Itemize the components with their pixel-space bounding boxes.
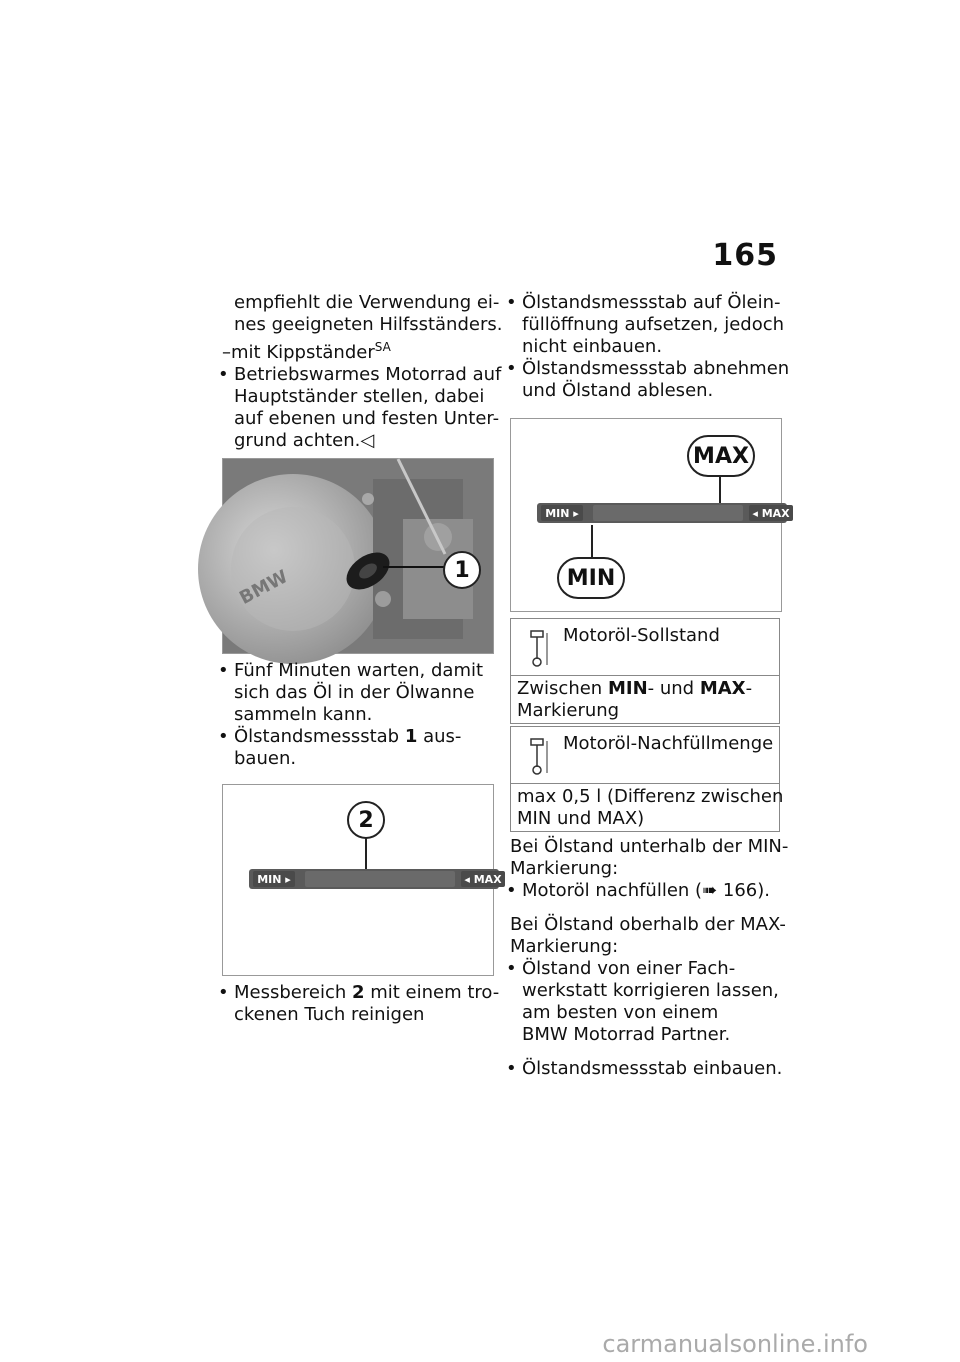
spec-1-line-2: Markierung (517, 700, 620, 721)
spec-1-title: Motoröl-Sollstand (563, 625, 720, 646)
dipstick-bar-2 (537, 503, 790, 523)
dash-item-text: mit Kippständer (231, 342, 375, 363)
sa-superscript: SA (374, 340, 391, 354)
step-9 (510, 1058, 783, 1080)
oil-dipstick-icon-2 (525, 733, 551, 777)
step-8 (510, 958, 780, 980)
spec-2-head (511, 727, 779, 784)
intro-line-1: empfiehlt die Verwendung ei- (234, 292, 500, 313)
step-7-post: 166). (717, 880, 770, 901)
callout-2: 2 (347, 801, 385, 839)
step-1-line-4-wrap (222, 430, 492, 452)
left-column (222, 292, 503, 452)
dipstick-bar (249, 869, 502, 889)
end-mark-icon: ◁ (360, 430, 375, 451)
step-4 (222, 982, 500, 1004)
callout-2-line (365, 837, 367, 871)
measuring-range-2 (593, 505, 743, 521)
step-5-line-1: Ölstandsmessstab auf Ölein- (522, 292, 781, 313)
reference-arrow-icon: ➠ (702, 880, 718, 901)
step-3-num: 1 (404, 726, 418, 747)
step-3-pre: Ölstandsmessstab (234, 726, 405, 747)
min-marking-2: MIN ▸ (541, 505, 583, 521)
left-column-bottom (222, 982, 500, 1026)
step-1-line-1: Betriebswarmes Motorrad auf (234, 364, 502, 385)
intro-line-2: nes geeigneten Hilfsständers. (234, 314, 503, 335)
max-label-line (719, 475, 721, 505)
engine-photo (222, 458, 494, 654)
step-1-line-4: grund achten. (234, 430, 361, 451)
measuring-range (305, 871, 455, 887)
min-label-line (591, 525, 593, 557)
min-marking: MIN ▸ (253, 871, 295, 887)
step-2-line-1: Fünf Minuten warten, damit (234, 660, 484, 681)
step-2-line-3: sammeln kann. (234, 704, 373, 725)
step-1-line-3: auf ebenen und festen Unter- (234, 408, 500, 429)
step-4-line-2: ckenen Tuch reinigen (234, 1004, 425, 1025)
step-8-line-2: werkstatt korrigieren lassen, (522, 980, 779, 1001)
left-column-mid (222, 660, 492, 770)
step-4-pre: Messbereich (234, 982, 352, 1003)
step-2-line-2: sich das Öl in der Ölwanne (234, 682, 475, 703)
step-8-line-3: am besten von einem (522, 1002, 719, 1023)
page-number: 165 (712, 238, 778, 273)
dipstick-figure-3 (510, 418, 790, 612)
step-6-line-1: Ölstandsmessstab abnehmen (522, 358, 790, 379)
step-3-post: aus- (417, 726, 462, 747)
callout-1: 1 (443, 551, 481, 589)
step-6 (510, 358, 790, 380)
step-5-line-3: nicht einbauen. (522, 336, 663, 357)
bmw-logo: BMW (236, 566, 292, 609)
spec-1-body (511, 676, 779, 724)
step-8-line-1: Ölstand von einer Fach- (522, 958, 736, 979)
spec-1-post: - (745, 678, 753, 699)
dash-item: –mit Kippständer$^{SA}$ (222, 340, 391, 363)
oil-dipstick-icon (525, 625, 551, 669)
step-1 (222, 364, 502, 386)
step-1-line-2: Hauptständer stellen, dabei (234, 386, 485, 407)
below-min-line-1: Bei Ölstand unterhalb der MIN- (510, 836, 789, 857)
step-9-text: Ölstandsmessstab einbauen. (522, 1058, 783, 1079)
step-3 (222, 726, 492, 748)
spec-2-line-2: MIN und MAX) (517, 808, 645, 829)
max-marking: ◂ MAX (461, 871, 505, 887)
step-8-line-4: BMW Motorrad Partner. (522, 1024, 731, 1045)
spec-2-title: Motoröl-Nachfüllmenge (563, 733, 774, 754)
spec-oil-refill (510, 726, 784, 832)
step-4-post: mit einem tro- (364, 982, 500, 1003)
max-marking-2: ◂ MAX (749, 505, 793, 521)
step-5 (510, 292, 780, 314)
dipstick-figure-2 (222, 784, 502, 976)
below-min-line-2: Markierung: (510, 858, 619, 879)
step-4-num: 2 (351, 982, 365, 1003)
step-7-pre: Motoröl nachfüllen ( (522, 880, 703, 901)
min-label: MIN (557, 557, 625, 599)
step-3-line-2: bauen. (234, 748, 297, 769)
spec-2-line-1: max 0,5 l (Differenz zwischen (517, 786, 784, 807)
step-2 (222, 660, 492, 682)
spec-1-pre: Zwischen (517, 678, 608, 699)
step-5-line-2: füllöffnung aufsetzen, jedoch (522, 314, 785, 335)
right-column-bottom (510, 836, 789, 1080)
spec-1-max: MAX (699, 678, 746, 699)
max-label: MAX (687, 435, 755, 477)
spec-1-mid: - und (647, 678, 700, 699)
above-max-line-2: Markierung: (510, 936, 619, 957)
spec-oil-level (510, 618, 780, 724)
spec-2-body (511, 784, 784, 832)
watermark: carmanualsonline.info (602, 1330, 868, 1358)
spec-1-line-1 (517, 678, 773, 700)
above-max-line-1: Bei Ölstand oberhalb der MAX- (510, 914, 786, 935)
spec-1-head (511, 619, 779, 676)
right-column-top (510, 292, 790, 402)
spec-1-min: MIN (607, 678, 648, 699)
step-6-line-2: und Ölstand ablesen. (522, 380, 714, 401)
step-7 (510, 880, 780, 902)
